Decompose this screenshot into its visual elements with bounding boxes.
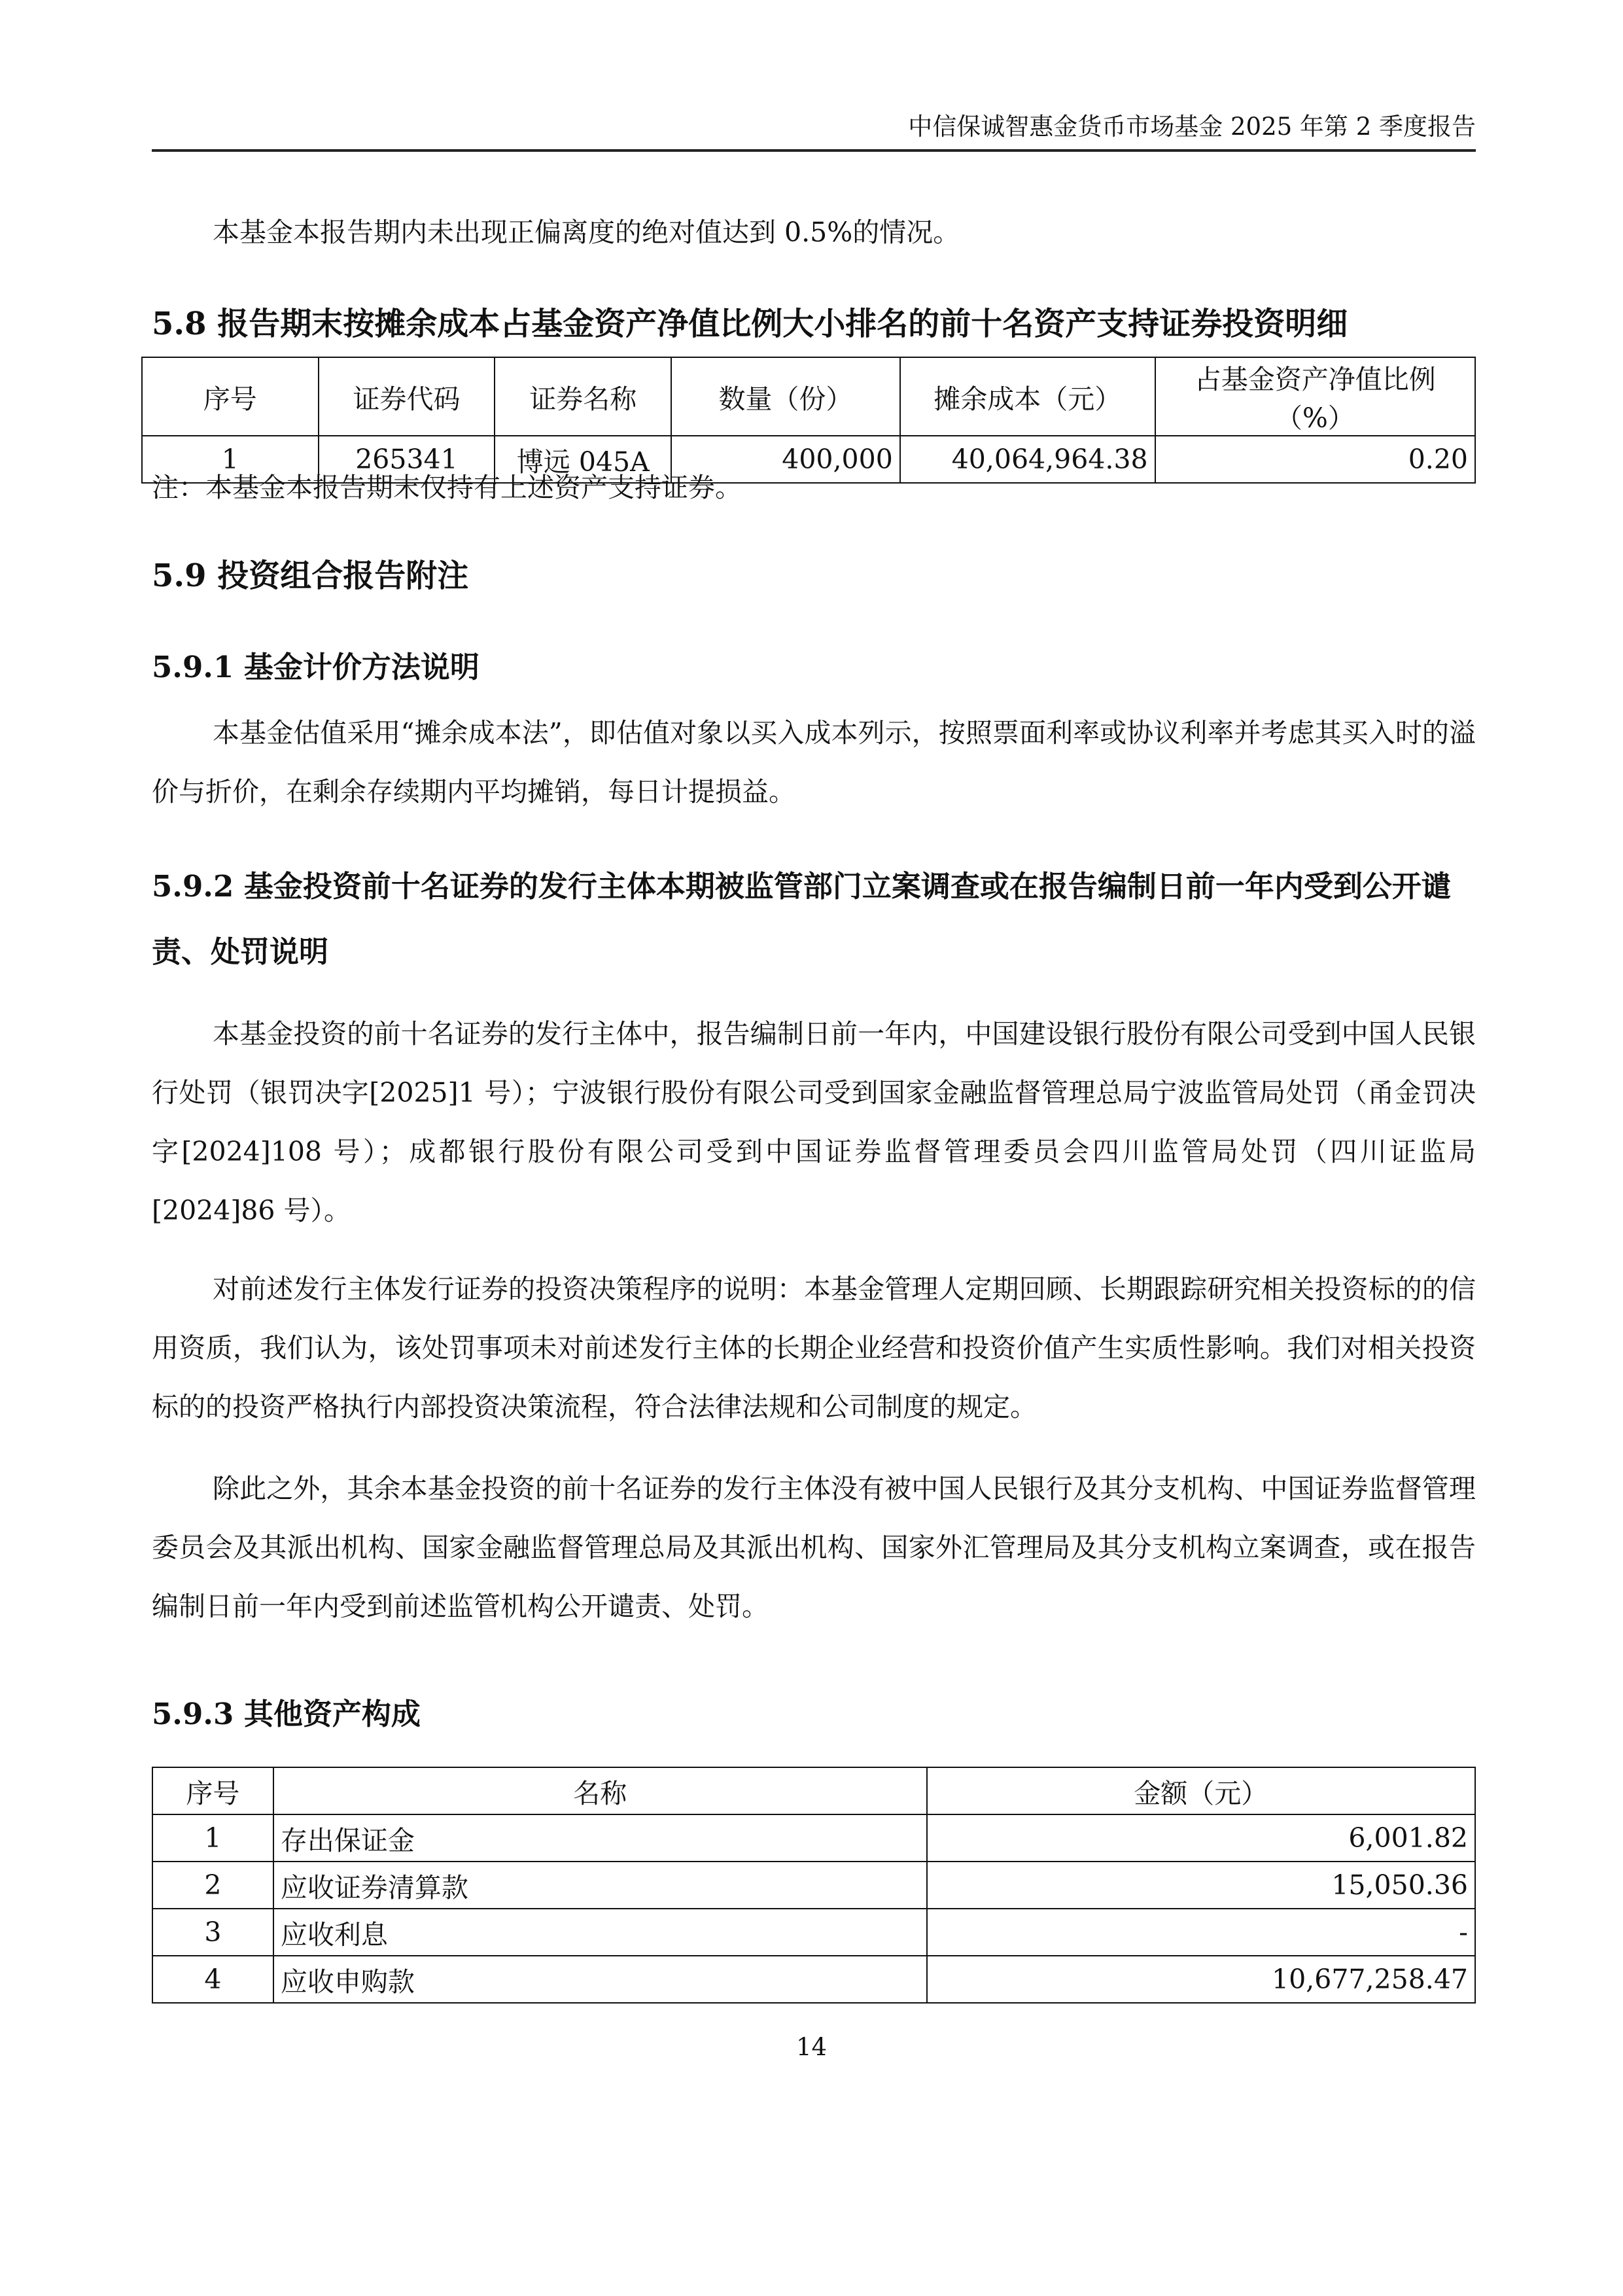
table-cell: 3: [152, 1909, 273, 1956]
table-cell: 应收申购款: [273, 1956, 927, 2003]
table-row: [152, 1956, 1475, 2003]
decision-process-paragraph: 对前述发行主体发行证券的投资决策程序的说明：本基金管理人定期回顾、长期跟踪研究相关投资标的的信用资质，我们认为，该处罚事项未对前述发行主体的长期企业经营和投资价值产生实质性影响。我们对相关投资标的的投资严格执行内部投资决策流程，符合法律法规和公司制度的规定。: [152, 1273, 1476, 1422]
table-cell: 265341: [319, 436, 495, 483]
table-note: 注：本基金本报告期末仅持有上述资产支持证券。: [152, 472, 742, 503]
penalty-paragraph: 本基金投资的前十名证券的发行主体中，报告编制日前一年内，中国建设银行股份有限公司受到中国人民银行处罚（银罚决字[2025]1 号）；宁波银行股份有限公司受到国家金融监督管理总局宁波监管局处罚（甬金罚决字[2024]108 号）；成都银行股份有限公司受到中国证券监督管理委员会四川监管局处罚（四川证监局[2024]86 号）。: [152, 1018, 1476, 1226]
column-header: 证券名称: [495, 357, 671, 436]
section-5-9-title: 5.9 投资组合报告附注: [152, 557, 469, 594]
page-header: 中信保诚智惠金货币市场基金 2025 年第 2 季度报告: [908, 113, 1476, 141]
table-row: [152, 1814, 1475, 1862]
column-header: 名称: [273, 1767, 927, 1814]
table-cell: -: [927, 1909, 1475, 1956]
table-cell: 应收利息: [273, 1909, 927, 1956]
table-header-row: [152, 1767, 1475, 1814]
section-5-8-title: 5.8 报告期末按摊余成本占基金资产净值比例大小排名的前十名资产支持证券投资明细: [152, 306, 1348, 342]
asset-backed-securities-table: [141, 357, 1476, 484]
table-cell: 1: [152, 1814, 273, 1862]
column-header: 证券代码: [319, 357, 495, 436]
column-header: 金额（元）: [927, 1767, 1475, 1814]
column-header: 序号: [142, 357, 319, 436]
table-cell: 0.20: [1155, 436, 1475, 483]
table-cell: 1: [142, 436, 319, 483]
table-cell: 40,064,964.38: [900, 436, 1155, 483]
intro-paragraph: 本基金本报告期内未出现正偏离度的绝对值达到 0.5%的情况。: [213, 217, 960, 248]
table-cell: 10,677,258.47: [927, 1956, 1475, 2003]
table-cell: 应收证券清算款: [273, 1862, 927, 1909]
header-rule: [152, 149, 1476, 152]
section-5-9-1-title: 5.9.1 基金计价方法说明: [152, 650, 480, 684]
table-cell: 2: [152, 1862, 273, 1909]
table-cell: 博远 045A: [495, 436, 671, 483]
page-number: 14: [795, 2033, 828, 2061]
section-5-9-2-title: 5.9.2 基金投资前十名证券的发行主体本期被监管部门立案调查或在报告编制日前一年内受到公开谴责、处罚说明: [152, 869, 1451, 969]
column-header: 摊余成本（元）: [900, 357, 1155, 436]
table-header-row: [142, 357, 1475, 436]
table-cell: 6,001.82: [927, 1814, 1475, 1862]
column-header: 序号: [152, 1767, 273, 1814]
table-cell: 400,000: [671, 436, 900, 483]
table-cell: 4: [152, 1956, 273, 2003]
column-header: 占基金资产净值比例（%）: [1155, 357, 1475, 436]
table-cell: 存出保证金: [273, 1814, 927, 1862]
other-issuers-paragraph: 除此之外，其余本基金投资的前十名证券的发行主体没有被中国人民银行及其分支机构、中国证券监督管理委员会及其派出机构、国家金融监督管理总局及其派出机构、国家外汇管理局及其分支机构立案调查，或在报告编制日前一年内受到前述监管机构公开谴责、处罚。: [152, 1473, 1476, 1622]
table-row: [152, 1909, 1475, 1956]
section-5-9-3-title: 5.9.3 其他资产构成: [152, 1697, 421, 1731]
valuation-method-paragraph: 本基金估值采用“摊余成本法”，即估值对象以买入成本列示，按照票面利率或协议利率并考虑其买入时的溢价与折价，在剩余存续期内平均摊销，每日计提损益。: [152, 717, 1476, 807]
table-cell: 15,050.36: [927, 1862, 1475, 1909]
other-assets-table: [152, 1767, 1476, 2004]
column-header: 数量（份）: [671, 357, 900, 436]
table-row: [152, 1862, 1475, 1909]
